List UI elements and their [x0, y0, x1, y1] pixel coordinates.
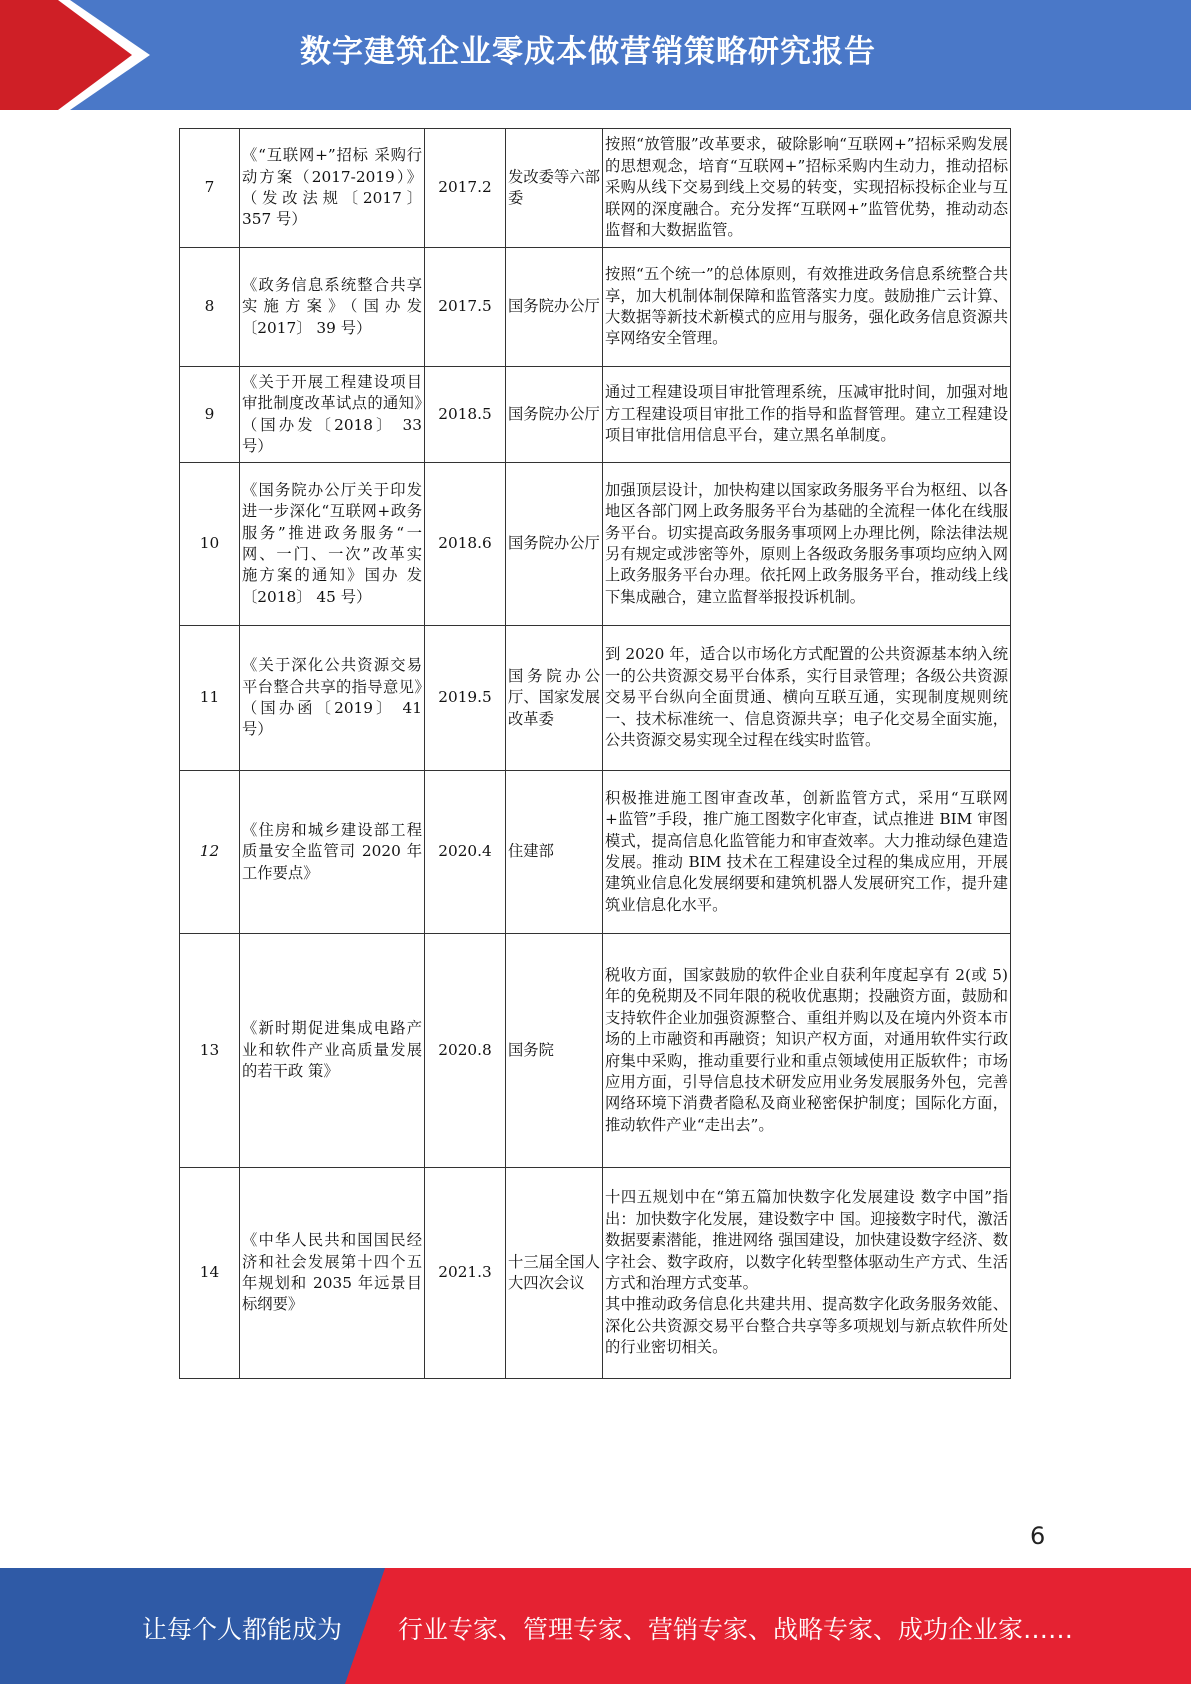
policy-description: 按照“五个统一”的总体原则，有效推进政务信息系统整合共享，加大机制体制保障和监管落实力度。鼓励推广云计算、大数据等新技术新模式的应用与服务，强化政务信息资源共享网络安全管理。 [603, 248, 1011, 367]
policy-date: 2018.6 [425, 463, 506, 626]
policy-department: 国务院办公厅、国家发展改革委 [506, 626, 603, 771]
table-row [180, 463, 1011, 626]
table-row [180, 771, 1011, 934]
policy-department: 住建部 [506, 771, 603, 934]
table-row [180, 367, 1011, 463]
row-number: 12 [180, 771, 240, 934]
policy-department: 国务院办公厅 [506, 248, 603, 367]
policy-description-para1: 十四五规划中在“第五篇加快数字化发展建设 数字中国”指出：加快数字化发展，建设数字中 国。迎接数字时代，激活数据要素潜能，推进网络 强国建设，加快建设数字经济、数字社会、数字政府，以数字化转型整体驱动生产方式、生活方式和治理方式变革。 [605, 1188, 1008, 1292]
row-number: 10 [180, 463, 240, 626]
policy-title: 《中华人民共和国国民经济和社会发展第十四个五年规划和 2035 年远景目标纲要》 [240, 1168, 425, 1379]
page-number: 6 [1030, 1522, 1046, 1550]
policy-title: 《政务信息系统整合共享实施方案》（国办发〔2017〕 39 号） [240, 248, 425, 367]
policy-description: 税收方面，国家鼓励的软件企业自获利年度起享有 2(或 5)年的免税期及不同年限的税收优惠期；投融资方面，鼓励和支持软件企业加强资源整合、重组并购以及在境内外资本市场的上市融资和再融资；知识产权方面，对通用软件实行政府集中采购，推动重要行业和重点领域使用正版软件；市场应用方面，引导信息技术研发应用业务发展服务外包，完善网络环境下消费者隐私及商业秘密保护制度；国际化方面，推动软件产业“走出去”。 [603, 934, 1011, 1168]
footer-slogan-right: 行业专家、管理专家、营销专家、战略专家、成功企业家…… [398, 1615, 1074, 1644]
policy-date: 2017.2 [425, 129, 506, 248]
footer-slogan-left: 让每个人都能成为 [142, 1615, 343, 1644]
policy-description-para2: 其中推动政务信息化共建共用、提高数字化政务服务效能、深化公共资源交易平台整合共享等多项规划与新点软件所处的行业密切相关。 [605, 1295, 1008, 1357]
policy-date: 2018.5 [425, 367, 506, 463]
row-number: 11 [180, 626, 240, 771]
policy-description: 加强顶层设计，加快构建以国家政务服务平台为枢纽、以各地区各部门网上政务服务平台为基础的全流程一体化在线服务平台。切实提高政务服务事项网上办理比例，除法律法规另有规定或涉密等外，原则上各级政务服务事项均应纳入网上政务服务平台办理。依托网上政务服务平台，推动线上线下集成融合，建立监督举报投诉机制。 [603, 463, 1011, 626]
table-row [180, 626, 1011, 771]
policy-title: 《“互联网+”招标 采购行动方案（2017-2019）》（发改法规〔2017〕 357 号） [240, 129, 425, 248]
policy-date: 2020.8 [425, 934, 506, 1168]
table-row [180, 934, 1011, 1168]
policy-date: 2021.3 [425, 1168, 506, 1379]
policy-date: 2020.4 [425, 771, 506, 934]
table-row [180, 248, 1011, 367]
policy-department: 国务院 [506, 934, 603, 1168]
row-number: 14 [180, 1168, 240, 1379]
row-number: 9 [180, 367, 240, 463]
policy-description: 到 2020 年，适合以市场化方式配置的公共资源基本纳入统一的公共资源交易平台体系，实行目录管理；各级公共资源交易平台纵向全面贯通、横向互联互通，实现制度规则统一、技术标准统一、信息资源共享；电子化交易全面实施，公共资源交易实现全过程在线实时监管。 [603, 626, 1011, 771]
policy-department: 十三届全国人大四次会议 [506, 1168, 603, 1379]
document-title: 数字建筑企业零成本做营销策略研究报告 [300, 34, 876, 70]
policy-department: 国务院办公厅 [506, 463, 603, 626]
table-row [180, 129, 1011, 248]
header-arrow-decoration [0, 0, 160, 110]
policy-description: 通过工程建设项目审批管理系统，压减审批时间，加强对地方工程建设项目审批工作的指导和监督管理。建立工程建设项目审批信用信息平台，建立黑名单制度。 [603, 367, 1011, 463]
policy-title: 《关于开展工程建设项目审批制度改革试点的通知》（国办发〔2018〕 33 号） [240, 367, 425, 463]
table-row [180, 1168, 1011, 1379]
policy-description: 按照“放管服”改革要求，破除影响“互联网+”招标采购发展的思想观念，培育“互联网+”招标采购内生动力，推动招标采购从线下交易到线上交易的转变，实现招标投标企业与互联网的深度融合。充分发挥“互联网+”监管优势，推动动态监督和大数据监管。 [603, 129, 1011, 248]
row-number: 8 [180, 248, 240, 367]
policy-date: 2019.5 [425, 626, 506, 771]
row-number: 13 [180, 934, 240, 1168]
row-number: 7 [180, 129, 240, 248]
policy-department: 发改委等六部委 [506, 129, 603, 248]
policy-title: 《国务院办公厅关于印发进一步深化“互联网+政务服务”推进政务服务“一网、一门、一次”改革实 施方案的通知》国办 发〔2018〕 45 号） [240, 463, 425, 626]
policy-title: 《关于深化公共资源交易平台整合共享的指导意见》（国办函〔2019〕 41 号） [240, 626, 425, 771]
policy-department: 国务院办公厅 [506, 367, 603, 463]
policy-description: 积极推进施工图审查改革，创新监管方式，采用“互联网+监管”手段，推广施工图数字化审查，试点推进 BIM 审图模式，提高信息化监管能力和审查效率。大力推动绿色建造发展。推动 BIM 技术在工程建设全过程的集成应用，开展建筑业信息化发展纲要和建筑机器人发展研究工作，提升建筑业信息化水平。 [603, 771, 1011, 934]
policy-title: 《新时期促进集成电路产业和软件产业高质量发展的若干政 策》 [240, 934, 425, 1168]
policy-title: 《住房和城乡建设部工程质量安全监管司 2020 年工作要点》 [240, 771, 425, 934]
policy-date: 2017.5 [425, 248, 506, 367]
policy-description [603, 1168, 1011, 1379]
policy-table [179, 128, 1011, 1379]
